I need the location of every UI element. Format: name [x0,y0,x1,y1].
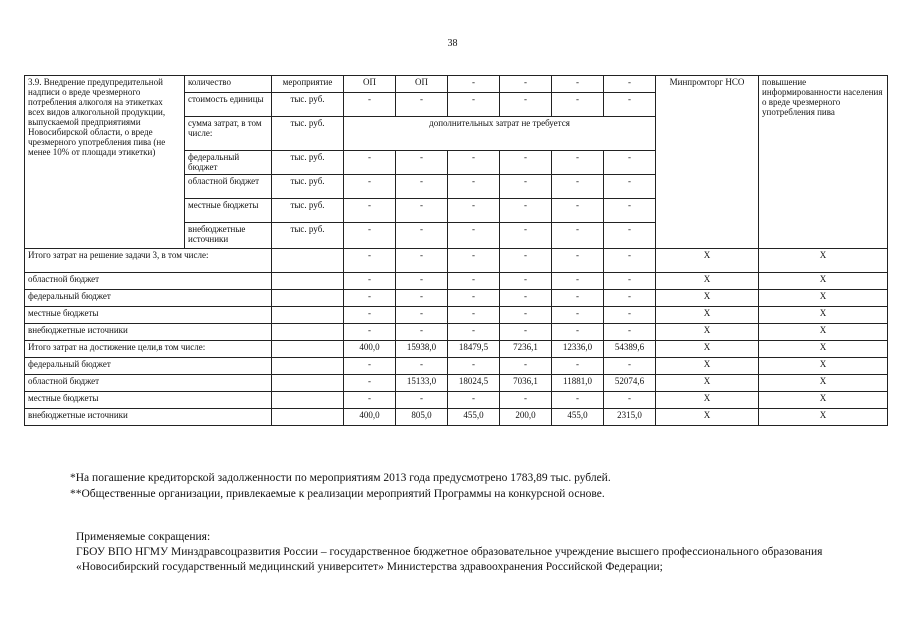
indicator-cell: местные бюджеты [185,199,272,223]
value-cell: - [396,199,448,223]
x-cell: Х [656,307,759,324]
measure-title: 3.9. Внедрение предупредительной надписи о вреде чрезмерного потребления алкоголя на этикетках всех видов алкогольной продукции, выпускаемой предприятиями Новосибирской области, о вреде чрезмерного употребления пива (не менее 10% от площади этикетки) [25,76,185,249]
empty-cell [272,324,344,341]
value-cell: - [448,223,500,249]
x-cell: Х [759,375,888,392]
abbreviations-heading: Применяемые сокращения: [76,531,211,543]
total-value-cell: - [344,249,396,273]
value-cell: - [552,93,604,117]
total-value-cell: - [344,358,396,375]
table-row [25,307,888,324]
total-value-cell: - [552,392,604,409]
total-value-cell: - [448,290,500,307]
value-cell: - [604,151,656,175]
x-cell: Х [759,341,888,358]
total-label: областной бюджет [25,273,272,290]
value-cell: - [552,76,604,93]
unit-cell: тыс. руб. [272,117,344,151]
budget-table [24,75,888,426]
total-value-cell: - [552,249,604,273]
total-value-cell: - [448,324,500,341]
empty-cell [272,249,344,273]
total-label: местные бюджеты [25,392,272,409]
total-value-cell: - [448,249,500,273]
value-cell: - [448,93,500,117]
x-cell: Х [656,392,759,409]
total-value-cell: 455,0 [552,409,604,426]
value-cell: - [344,93,396,117]
footnote-1: *На погашение кредиторской задолженности по мероприятиям 2013 года предусмотрено 1783,89 тыс. рублей. [70,472,611,484]
indicator-cell: количество [185,76,272,93]
table-row [25,76,888,93]
total-value-cell: 12336,0 [552,341,604,358]
indicator-cell: областной бюджет [185,175,272,199]
total-value-cell: 200,0 [500,409,552,426]
result-cell: повышение информированности населения о вреде чрезмерного употребления пива [759,76,888,249]
x-cell: Х [759,249,888,273]
x-cell: Х [656,341,759,358]
x-cell: Х [656,324,759,341]
value-cell: - [500,76,552,93]
total-value-cell: - [500,290,552,307]
total-value-cell: - [344,307,396,324]
total-value-cell: - [604,392,656,409]
abbreviations-text: ГБОУ ВПО НГМУ Минздравсоцразвития России – государственное бюджетное образовательное учреждение высшего профессионального образования «Новосибирский государственный медицинский университет» Министерства здравоохранения Российской Федерации; [76,546,823,573]
empty-cell [272,409,344,426]
total-value-cell: - [552,324,604,341]
empty-cell [272,392,344,409]
total-value-cell: - [448,273,500,290]
empty-cell [272,375,344,392]
total-value-cell: - [500,392,552,409]
unit-cell: тыс. руб. [272,223,344,249]
total-value-cell: - [344,290,396,307]
indicator-cell: сумма затрат, в том числе: [185,117,272,151]
table-row [25,273,888,290]
table-row [25,249,888,273]
value-cell: - [500,151,552,175]
total-value-cell: 15938,0 [396,341,448,358]
value-cell: - [396,223,448,249]
total-value-cell: - [552,358,604,375]
x-cell: Х [656,358,759,375]
total-label: федеральный бюджет [25,358,272,375]
total-value-cell: - [552,290,604,307]
unit-cell: тыс. руб. [272,93,344,117]
total-value-cell: - [604,324,656,341]
executor-cell: Минпромторг НСО [656,76,759,249]
value-cell: - [344,151,396,175]
total-label: внебюджетные источники [25,409,272,426]
total-value-cell: - [344,375,396,392]
total-value-cell: 54389,6 [604,341,656,358]
value-cell: - [500,175,552,199]
table-row [25,290,888,307]
x-cell: Х [656,375,759,392]
total-value-cell: - [396,307,448,324]
total-value-cell: 400,0 [344,341,396,358]
x-cell: Х [759,392,888,409]
unit-cell: тыс. руб. [272,151,344,175]
x-cell: Х [759,307,888,324]
total-value-cell: - [448,307,500,324]
total-value-cell: - [500,307,552,324]
value-cell: - [396,151,448,175]
total-value-cell: 2315,0 [604,409,656,426]
unit-cell: мероприятие [272,76,344,93]
total-value-cell: - [552,307,604,324]
value-cell: - [552,175,604,199]
total-label: местные бюджеты [25,307,272,324]
value-cell: - [552,151,604,175]
abbreviations-block [76,530,876,575]
table-row [25,392,888,409]
value-cell: ОП [344,76,396,93]
total-value-cell: - [500,249,552,273]
footnote-2: **Общественные организации, привлекаемые к реализации мероприятий Программы на конкурсной основе. [70,488,605,500]
value-cell: - [448,76,500,93]
empty-cell [272,358,344,375]
empty-cell [272,290,344,307]
indicator-cell: стоимость единицы [185,93,272,117]
x-cell: Х [759,409,888,426]
total-value-cell: - [604,290,656,307]
x-cell: Х [656,273,759,290]
value-cell: - [604,93,656,117]
value-cell: - [604,76,656,93]
total-value-cell: 18479,5 [448,341,500,358]
value-cell: - [500,93,552,117]
merged-note-cell: дополнительных затрат не требуется [344,117,656,151]
x-cell: Х [656,249,759,273]
total-label: Итого затрат на решение задачи 3, в том числе: [25,249,272,273]
total-value-cell: - [552,273,604,290]
total-value-cell: - [604,249,656,273]
x-cell: Х [656,409,759,426]
total-value-cell: - [396,324,448,341]
total-value-cell: - [500,358,552,375]
total-value-cell: 455,0 [448,409,500,426]
value-cell: ОП [396,76,448,93]
empty-cell [272,341,344,358]
total-value-cell: 805,0 [396,409,448,426]
total-value-cell: - [604,307,656,324]
table-row [25,324,888,341]
empty-cell [272,307,344,324]
total-value-cell: - [500,273,552,290]
total-value-cell: - [396,249,448,273]
table-row [25,409,888,426]
value-cell: - [500,199,552,223]
total-value-cell: - [396,392,448,409]
total-value-cell: 7236,1 [500,341,552,358]
indicator-cell: внебюджетные источники [185,223,272,249]
total-label: областной бюджет [25,375,272,392]
table-row [25,358,888,375]
total-value-cell: 11881,0 [552,375,604,392]
unit-cell: тыс. руб. [272,175,344,199]
value-cell: - [448,151,500,175]
total-value-cell: - [500,324,552,341]
total-value-cell: - [344,392,396,409]
total-value-cell: - [396,358,448,375]
total-value-cell: 52074,6 [604,375,656,392]
total-value-cell: - [448,358,500,375]
x-cell: Х [759,324,888,341]
page-number: 38 [447,38,458,49]
total-label: Итого затрат на достижение цели,в том числе: [25,341,272,358]
x-cell: Х [759,358,888,375]
total-value-cell: - [396,273,448,290]
value-cell: - [448,199,500,223]
total-value-cell: - [604,358,656,375]
total-value-cell: - [448,392,500,409]
total-value-cell: - [604,273,656,290]
value-cell: - [344,199,396,223]
value-cell: - [344,175,396,199]
unit-cell: тыс. руб. [272,199,344,223]
x-cell: Х [759,273,888,290]
value-cell: - [552,199,604,223]
value-cell: - [396,175,448,199]
empty-cell [272,273,344,290]
total-value-cell: 7036,1 [500,375,552,392]
total-label: федеральный бюджет [25,290,272,307]
total-label: внебюджетные источники [25,324,272,341]
indicator-cell: федеральный бюджет [185,151,272,175]
footnotes [70,470,611,502]
value-cell: - [344,223,396,249]
total-value-cell: - [344,324,396,341]
total-value-cell: - [344,273,396,290]
total-value-cell: - [396,290,448,307]
total-value-cell: 400,0 [344,409,396,426]
value-cell: - [604,223,656,249]
value-cell: - [604,199,656,223]
x-cell: Х [656,290,759,307]
table-row [25,341,888,358]
value-cell: - [448,175,500,199]
value-cell: - [552,223,604,249]
value-cell: - [604,175,656,199]
value-cell: - [396,93,448,117]
table-row [25,375,888,392]
x-cell: Х [759,290,888,307]
total-value-cell: 18024,5 [448,375,500,392]
total-value-cell: 15133,0 [396,375,448,392]
value-cell: - [500,223,552,249]
